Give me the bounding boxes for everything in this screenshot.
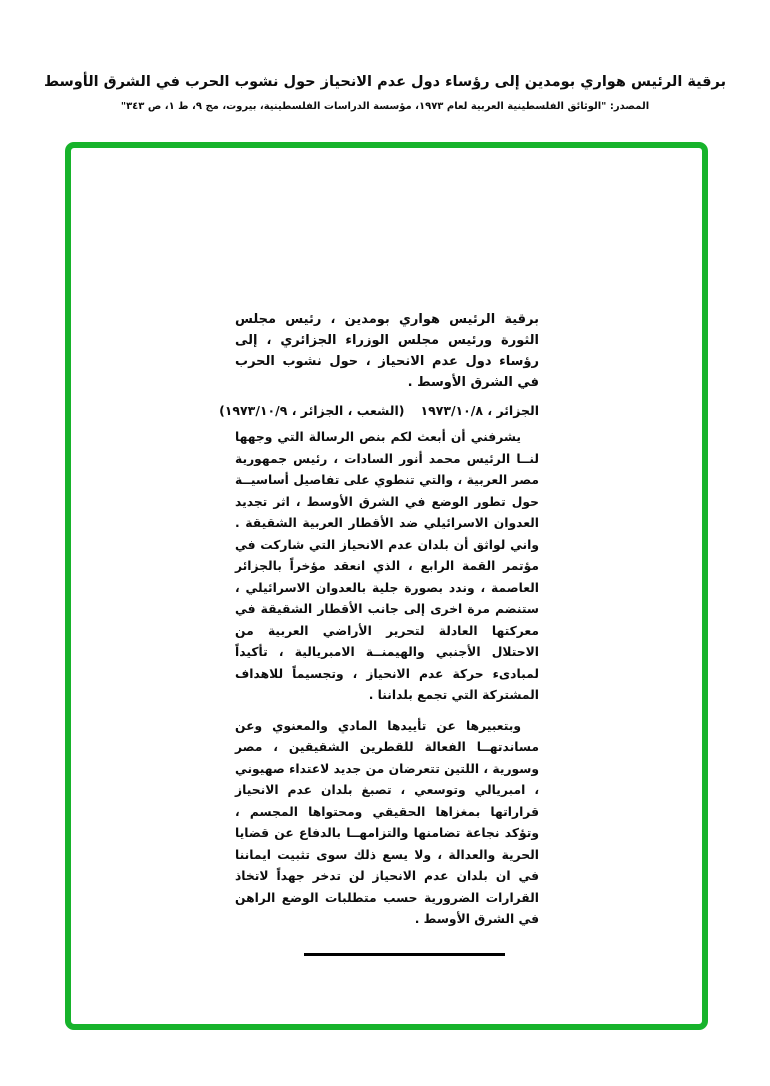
telegram-heading: برقية الرئيس هواري بومدين ، رئيس مجلس الثورة ورئيس مجلس الوزراء الجزائري ، إلى رؤساء دول عدم الانحياز ، حول نشوب الحرب في الشرق الأوسط . xyxy=(235,312,539,390)
dateline xyxy=(219,403,539,418)
telegram-paragraph-1: يشرفني أن أبعث لكم بنص الرسالة التي وجهها لنــا الرئيس محمد أنور السادات ، رئيس جمهورية مصر العربية ، والتي تنطوي على تفاصيل أساسيــة حول تطور الوضع في الشرق الأوسط ، اثر تجديد العدوان الاسرائيلي ضد الأقطار العربية الشقيقة . واني لواثق أن بلدان عدم الانحياز التي شاركت في مؤتمر القمة الرابع ، الذي انعقد مؤخراً بالجزائر العاصمة ، وندد بصورة جلية بالعدوان الاسرائيلي ، ستنضم مرة اخرى إلى جانب الأقطار الشقيقة في معركتها العادلة لتحرير الأراضي العربية من الاحتلال الأجنبي والهيمنــة الامبريالية ، تأكيداً لمبادىء حركة عدم الانحياز ، وتجسيماً للاهداف المشتركة التي تجمع بلداننا . xyxy=(235,430,539,702)
source-citation: المصدر: "الوثائق الفلسطينية العربية لعام ١٩٧٣، مؤسسة الدراسات الفلسطينية، بيروت، مج ٩، ط ١، ص ٣٤٣" xyxy=(120,101,650,112)
dateline-publication: (الشعب ، الجزائر ، ١٩٧٣/١٠/٩) xyxy=(219,403,405,418)
document-scan-frame xyxy=(65,142,708,1030)
end-divider xyxy=(304,953,505,956)
telegram-paragraph-2: وبتعبيرها عن تأييدها المادي والمعنوي وعن مساندتهــا الفعالة للقطرين الشقيقين ، مصر وسورية ، اللتين تتعرضان من جديد لاعتداء صهيوني ، امبريالي وتوسعي ، تصبغ بلدان عدم الانحياز قراراتها بمغزاها الحقيقي ومحتواها المجسم ، وتؤكد نجاعة تضامنها والتزامهــا بالدفاع عن قضايا الحرية والعدالة ، ولا يسع ذلك سوى تثبيت ايماننا في ان بلدان عدم الانحياز لن تدخر جهداً لاتخاذ القرارات الضرورية حسب متطلبات الوضع الراهن في الشرق الأوسط . xyxy=(235,718,539,926)
dateline-place-date: الجزائر ، ١٩٧٣/١٠/٨ xyxy=(420,403,539,418)
telegram-text-block xyxy=(219,309,539,956)
page-title: برقية الرئيس هواري بومدين إلى رؤساء دول عدم الانحياز حول نشوب الحرب في الشرق الأوسط xyxy=(43,74,727,90)
